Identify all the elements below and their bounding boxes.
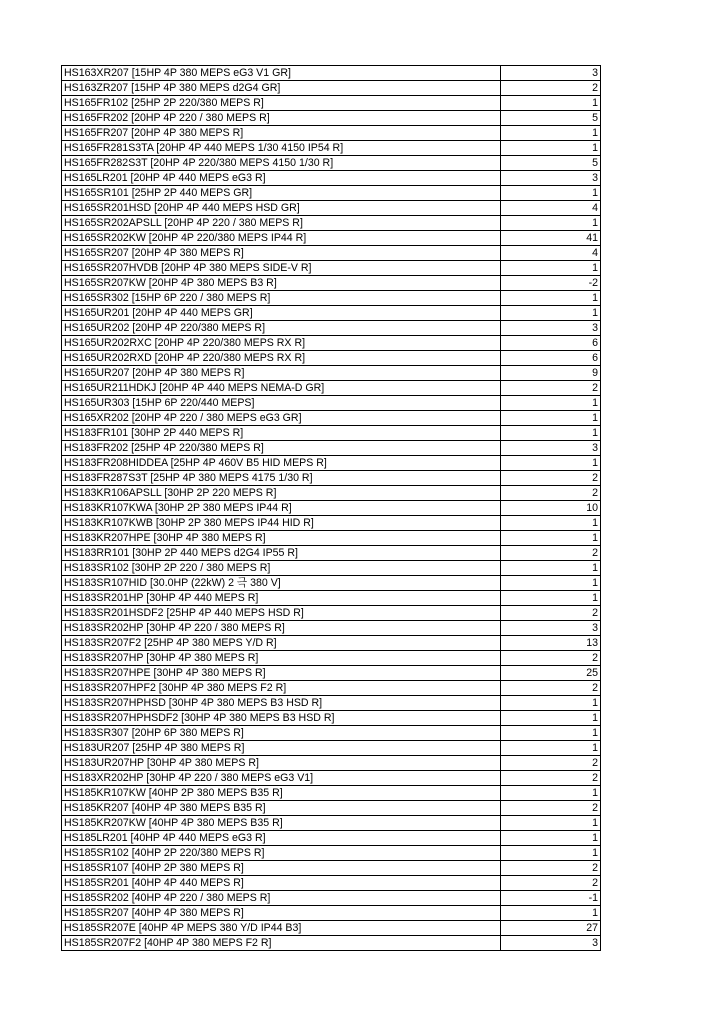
- item-description-cell: HS165UR202RXD [20HP 4P 220/380 MEPS RX R]: [62, 351, 501, 366]
- table-row: [62, 111, 601, 126]
- table-row: [62, 456, 601, 471]
- item-quantity-cell: 1: [501, 696, 601, 711]
- item-description-cell: HS183SR102 [30HP 2P 220 / 380 MEPS R]: [62, 561, 501, 576]
- item-description-cell: HS165UR303 [15HP 6P 220/440 MEPS]: [62, 396, 501, 411]
- table-row: [62, 141, 601, 156]
- item-quantity-cell: 2: [501, 801, 601, 816]
- table-row: [62, 636, 601, 651]
- item-description-cell: HS165SR207 [20HP 4P 380 MEPS R]: [62, 246, 501, 261]
- item-description-cell: HS185SR207E [40HP 4P MEPS 380 Y/D IP44 B3]: [62, 921, 501, 936]
- item-description-cell: HS165SR201HSD [20HP 4P 440 MEPS HSD GR]: [62, 201, 501, 216]
- item-quantity-cell: -2: [501, 276, 601, 291]
- item-description-cell: HS165UR202RXC [20HP 4P 220/380 MEPS RX R]: [62, 336, 501, 351]
- item-quantity-cell: 1: [501, 291, 601, 306]
- item-description-cell: HS163ZR207 [15HP 4P 380 MEPS d2G4 GR]: [62, 81, 501, 96]
- item-description-cell: HS185KR207 [40HP 4P 380 MEPS B35 R]: [62, 801, 501, 816]
- item-quantity-cell: 1: [501, 831, 601, 846]
- item-description-cell: HS183FR287S3T [25HP 4P 380 MEPS 4175 1/30 R]: [62, 471, 501, 486]
- item-quantity-cell: 1: [501, 516, 601, 531]
- item-description-cell: HS183SR107HID [30.0HP (22kW) 2 극 380 V]: [62, 576, 501, 591]
- item-description-cell: HS185LR201 [40HP 4P 440 MEPS eG3 R]: [62, 831, 501, 846]
- item-quantity-cell: 1: [501, 96, 601, 111]
- item-quantity-cell: 1: [501, 411, 601, 426]
- item-quantity-cell: 1: [501, 711, 601, 726]
- table-row: [62, 96, 601, 111]
- table-row: [62, 186, 601, 201]
- table-row: [62, 651, 601, 666]
- item-description-cell: HS183KR207HPE [30HP 4P 380 MEPS R]: [62, 531, 501, 546]
- item-description-cell: HS183SR207HPHSD [30HP 4P 380 MEPS B3 HSD R]: [62, 696, 501, 711]
- item-quantity-cell: 13: [501, 636, 601, 651]
- item-description-cell: HS183FR208HIDDEA [25HP 4P 460V B5 HID MEPS R]: [62, 456, 501, 471]
- item-quantity-cell: 2: [501, 486, 601, 501]
- item-quantity-cell: 5: [501, 156, 601, 171]
- item-description-cell: HS165FR207 [20HP 4P 380 MEPS R]: [62, 126, 501, 141]
- table-row: [62, 936, 601, 951]
- item-description-cell: HS165SR101 [25HP 2P 440 MEPS GR]: [62, 186, 501, 201]
- item-description-cell: HS165SR202APSLL [20HP 4P 220 / 380 MEPS R]: [62, 216, 501, 231]
- item-description-cell: HS165UR211HDKJ [20HP 4P 440 MEPS NEMA-D GR]: [62, 381, 501, 396]
- item-description-cell: HS183SR207HPHSDF2 [30HP 4P 380 MEPS B3 HSD R]: [62, 711, 501, 726]
- item-quantity-cell: 2: [501, 81, 601, 96]
- item-description-cell: HS183SR207HP [30HP 4P 380 MEPS R]: [62, 651, 501, 666]
- table-row: [62, 786, 601, 801]
- table-row: [62, 696, 601, 711]
- item-description-cell: HS185SR202 [40HP 4P 220 / 380 MEPS R]: [62, 891, 501, 906]
- table-row: [62, 261, 601, 276]
- table-row: [62, 666, 601, 681]
- item-quantity-cell: 1: [501, 531, 601, 546]
- item-quantity-cell: 1: [501, 726, 601, 741]
- table-row: [62, 156, 601, 171]
- item-quantity-cell: 1: [501, 561, 601, 576]
- item-quantity-cell: 3: [501, 171, 601, 186]
- item-quantity-cell: 1: [501, 741, 601, 756]
- item-quantity-cell: 3: [501, 441, 601, 456]
- item-quantity-cell: 5: [501, 111, 601, 126]
- table-row: [62, 816, 601, 831]
- item-quantity-cell: 2: [501, 756, 601, 771]
- item-quantity-cell: 41: [501, 231, 601, 246]
- item-quantity-cell: 6: [501, 351, 601, 366]
- item-description-cell: HS183UR207 [25HP 4P 380 MEPS R]: [62, 741, 501, 756]
- item-quantity-cell: 1: [501, 126, 601, 141]
- item-quantity-cell: 2: [501, 771, 601, 786]
- item-description-cell: HS183KR107KWA [30HP 2P 380 MEPS IP44 R]: [62, 501, 501, 516]
- item-quantity-cell: 3: [501, 936, 601, 951]
- item-description-cell: HS165FR281S3TA [20HP 4P 440 MEPS 1/30 4150 IP54 R]: [62, 141, 501, 156]
- table-row: [62, 471, 601, 486]
- item-description-cell: HS165XR202 [20HP 4P 220 / 380 MEPS eG3 GR]: [62, 411, 501, 426]
- item-description-cell: HS165FR202 [20HP 4P 220 / 380 MEPS R]: [62, 111, 501, 126]
- table-row: [62, 201, 601, 216]
- table-row: [62, 621, 601, 636]
- table-row: [62, 426, 601, 441]
- table-row: [62, 336, 601, 351]
- item-description-cell: HS165SR202KW [20HP 4P 220/380 MEPS IP44 R]: [62, 231, 501, 246]
- item-description-cell: HS165UR207 [20HP 4P 380 MEPS R]: [62, 366, 501, 381]
- item-quantity-cell: 1: [501, 846, 601, 861]
- item-description-cell: HS165UR202 [20HP 4P 220/380 MEPS R]: [62, 321, 501, 336]
- item-quantity-cell: 1: [501, 591, 601, 606]
- item-description-cell: HS185SR107 [40HP 2P 380 MEPS R]: [62, 861, 501, 876]
- table-row: [62, 741, 601, 756]
- table-row: [62, 861, 601, 876]
- item-quantity-cell: 2: [501, 861, 601, 876]
- inventory-table-body: [62, 66, 601, 951]
- item-quantity-cell: 2: [501, 471, 601, 486]
- table-row: [62, 366, 601, 381]
- item-quantity-cell: 1: [501, 456, 601, 471]
- item-description-cell: HS185SR207 [40HP 4P 380 MEPS R]: [62, 906, 501, 921]
- table-row: [62, 831, 601, 846]
- item-description-cell: HS165FR102 [25HP 2P 220/380 MEPS R]: [62, 96, 501, 111]
- item-description-cell: HS183SR207F2 [25HP 4P 380 MEPS Y/D R]: [62, 636, 501, 651]
- item-description-cell: HS163XR207 [15HP 4P 380 MEPS eG3 V1 GR]: [62, 66, 501, 81]
- item-quantity-cell: 27: [501, 921, 601, 936]
- item-description-cell: HS183FR202 [25HP 4P 220/380 MEPS R]: [62, 441, 501, 456]
- item-description-cell: HS185SR102 [40HP 2P 220/380 MEPS R]: [62, 846, 501, 861]
- table-row: [62, 606, 601, 621]
- item-quantity-cell: 3: [501, 621, 601, 636]
- table-row: [62, 876, 601, 891]
- table-row: [62, 711, 601, 726]
- item-description-cell: HS185KR107KW [40HP 2P 380 MEPS B35 R]: [62, 786, 501, 801]
- table-row: [62, 441, 601, 456]
- table-row: [62, 411, 601, 426]
- item-quantity-cell: 25: [501, 666, 601, 681]
- table-row: [62, 561, 601, 576]
- item-quantity-cell: 4: [501, 201, 601, 216]
- item-quantity-cell: 2: [501, 546, 601, 561]
- table-row: [62, 351, 601, 366]
- table-row: [62, 231, 601, 246]
- item-description-cell: HS165UR201 [20HP 4P 440 MEPS GR]: [62, 306, 501, 321]
- item-description-cell: HS165SR207KW [20HP 4P 380 MEPS B3 R]: [62, 276, 501, 291]
- table-row: [62, 771, 601, 786]
- table-row: [62, 591, 601, 606]
- table-row: [62, 381, 601, 396]
- table-row: [62, 516, 601, 531]
- table-row: [62, 846, 601, 861]
- item-quantity-cell: 3: [501, 321, 601, 336]
- table-row: [62, 726, 601, 741]
- item-description-cell: HS183XR202HP [30HP 4P 220 / 380 MEPS eG3 V1]: [62, 771, 501, 786]
- item-description-cell: HS183SR207HPF2 [30HP 4P 380 MEPS F2 R]: [62, 681, 501, 696]
- item-quantity-cell: 2: [501, 876, 601, 891]
- item-quantity-cell: 6: [501, 336, 601, 351]
- item-description-cell: HS183SR202HP [30HP 4P 220 / 380 MEPS R]: [62, 621, 501, 636]
- table-row: [62, 396, 601, 411]
- item-description-cell: HS185KR207KW [40HP 4P 380 MEPS B35 R]: [62, 816, 501, 831]
- table-row: [62, 81, 601, 96]
- item-description-cell: HS183SR201HSDF2 [25HP 4P 440 MEPS HSD R]: [62, 606, 501, 621]
- item-description-cell: HS165SR302 [15HP 6P 220 / 380 MEPS R]: [62, 291, 501, 306]
- item-description-cell: HS183KR106APSLL [30HP 2P 220 MEPS R]: [62, 486, 501, 501]
- item-description-cell: HS183KR107KWB [30HP 2P 380 MEPS IP44 HID R]: [62, 516, 501, 531]
- item-quantity-cell: 2: [501, 681, 601, 696]
- item-quantity-cell: 2: [501, 606, 601, 621]
- table-row: [62, 306, 601, 321]
- item-quantity-cell: 1: [501, 786, 601, 801]
- item-quantity-cell: 1: [501, 396, 601, 411]
- table-row: [62, 321, 601, 336]
- table-row: [62, 486, 601, 501]
- item-quantity-cell: 1: [501, 426, 601, 441]
- table-row: [62, 681, 601, 696]
- table-row: [62, 171, 601, 186]
- item-quantity-cell: 1: [501, 261, 601, 276]
- item-description-cell: HS165FR282S3T [20HP 4P 220/380 MEPS 4150 1/30 R]: [62, 156, 501, 171]
- table-row: [62, 501, 601, 516]
- item-quantity-cell: 1: [501, 306, 601, 321]
- table-row: [62, 891, 601, 906]
- table-row: [62, 66, 601, 81]
- item-quantity-cell: 9: [501, 366, 601, 381]
- item-description-cell: HS185SR207F2 [40HP 4P 380 MEPS F2 R]: [62, 936, 501, 951]
- item-description-cell: HS183SR307 [20HP 6P 380 MEPS R]: [62, 726, 501, 741]
- inventory-table: [61, 65, 601, 951]
- item-description-cell: HS183RR101 [30HP 2P 440 MEPS d2G4 IP55 R]: [62, 546, 501, 561]
- table-row: [62, 246, 601, 261]
- item-description-cell: HS165LR201 [20HP 4P 440 MEPS eG3 R]: [62, 171, 501, 186]
- item-description-cell: HS183SR201HP [30HP 4P 440 MEPS R]: [62, 591, 501, 606]
- item-quantity-cell: -1: [501, 891, 601, 906]
- item-quantity-cell: 2: [501, 651, 601, 666]
- item-quantity-cell: 10: [501, 501, 601, 516]
- item-quantity-cell: 1: [501, 816, 601, 831]
- item-description-cell: HS183SR207HPE [30HP 4P 380 MEPS R]: [62, 666, 501, 681]
- table-row: [62, 276, 601, 291]
- table-row: [62, 906, 601, 921]
- item-quantity-cell: 1: [501, 576, 601, 591]
- table-row: [62, 531, 601, 546]
- table-row: [62, 126, 601, 141]
- item-quantity-cell: 1: [501, 216, 601, 231]
- table-row: [62, 216, 601, 231]
- item-quantity-cell: 1: [501, 906, 601, 921]
- item-description-cell: HS183FR101 [30HP 2P 440 MEPS R]: [62, 426, 501, 441]
- item-quantity-cell: 4: [501, 246, 601, 261]
- item-quantity-cell: 2: [501, 381, 601, 396]
- table-row: [62, 801, 601, 816]
- table-row: [62, 921, 601, 936]
- table-row: [62, 546, 601, 561]
- item-description-cell: HS183UR207HP [30HP 4P 380 MEPS R]: [62, 756, 501, 771]
- table-row: [62, 291, 601, 306]
- item-description-cell: HS165SR207HVDB [20HP 4P 380 MEPS SIDE-V R]: [62, 261, 501, 276]
- item-description-cell: HS185SR201 [40HP 4P 440 MEPS R]: [62, 876, 501, 891]
- table-row: [62, 576, 601, 591]
- item-quantity-cell: 1: [501, 141, 601, 156]
- item-quantity-cell: 1: [501, 186, 601, 201]
- table-row: [62, 756, 601, 771]
- item-quantity-cell: 3: [501, 66, 601, 81]
